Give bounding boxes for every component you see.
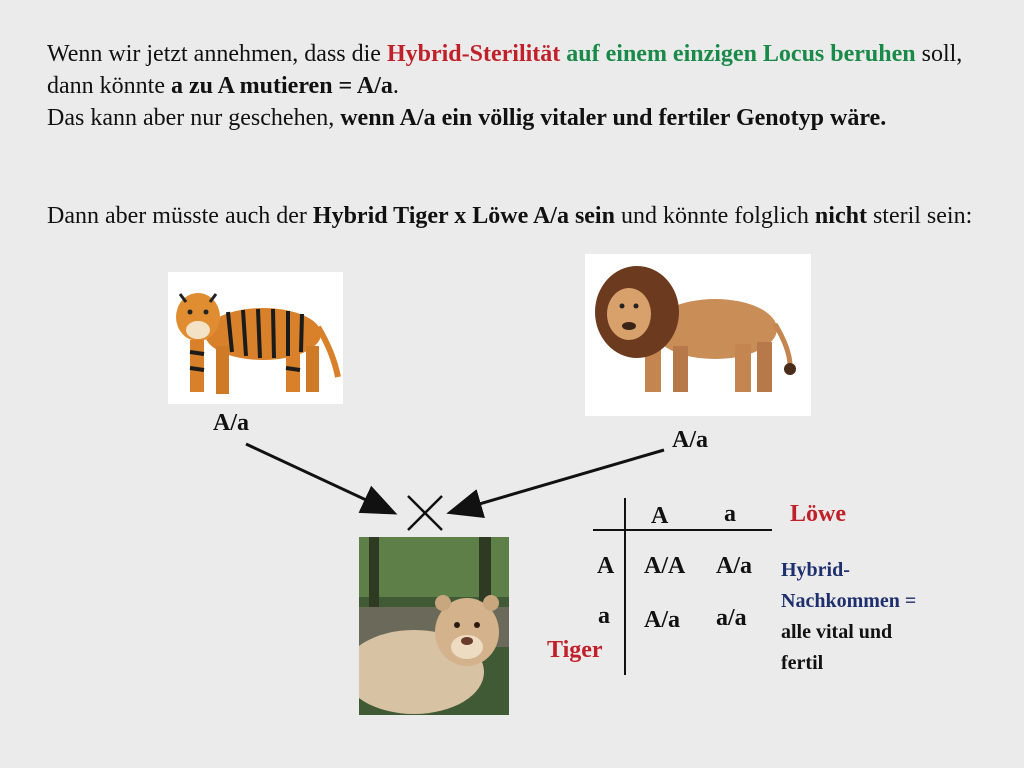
- tiger-parent-label: Tiger: [547, 637, 603, 663]
- cross-icon: [408, 496, 442, 530]
- punnett-col-header-a: a: [724, 501, 736, 527]
- arrow-from-tiger: [246, 444, 392, 512]
- offspring-note: Hybrid- Nachkommen = alle vital und fertil: [781, 559, 917, 674]
- condition-statement: wenn A/a ein völlig vitaler und fertiler Genotyp wäre.: [340, 105, 887, 131]
- arrow-from-lion: [452, 450, 664, 512]
- lion-genotype-label: A/a: [672, 427, 708, 453]
- punnett-row-header-a: a: [598, 603, 610, 629]
- text: Wenn wir jetzt annehmen, dass die: [47, 41, 387, 67]
- punnett-col-header-A: A: [651, 503, 669, 529]
- punnett-cell-aa: a/a: [716, 605, 747, 631]
- nicht-word: nicht: [814, 203, 867, 229]
- paragraph-conclusion: Dann aber müsste auch der Hybrid Tiger x Löwe A/a sein und könnte folglich nicht steril sein:: [47, 203, 973, 229]
- lion-parent-label: Löwe: [790, 501, 846, 527]
- punnett-cell-Aa-2: A/a: [644, 607, 680, 633]
- tiger-genotype-label: A/a: [213, 410, 249, 436]
- term-single-locus: auf einem einzigen Locus beruhen: [566, 41, 916, 67]
- paragraph-hypothesis: Wenn wir jetzt annehmen, dass die Hybrid-Sterilität auf einem einzigen Locus beruhen soll, dann könnte a zu A mutieren = A/a. Das kann aber nur geschehen, wenn A/a ein völlig vitaler und fertiler Genotyp wäre.: [47, 41, 963, 131]
- hybrid-statement: Hybrid Tiger x Löwe A/a sein: [312, 203, 615, 229]
- punnett-row-header-A: A: [597, 553, 615, 579]
- term-hybrid-sterility: Hybrid-Sterilität: [386, 41, 561, 67]
- punnett-cell-AA: A/A: [644, 553, 686, 579]
- punnett-cell-Aa-1: A/a: [716, 553, 752, 579]
- mutation-statement: a zu A mutieren = A/a: [170, 73, 393, 99]
